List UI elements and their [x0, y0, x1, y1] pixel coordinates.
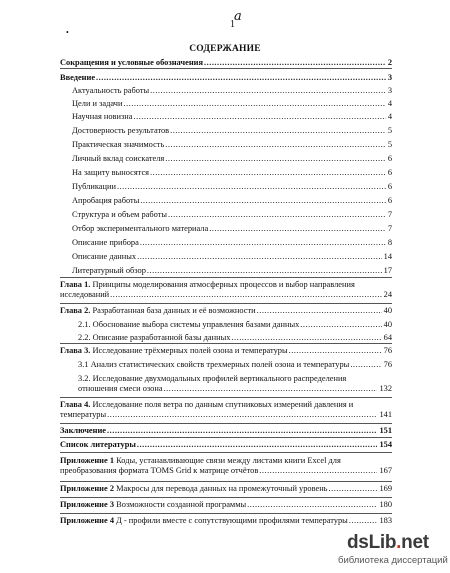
divider — [60, 481, 392, 482]
toc-entry-structure[interactable]: Структура и объем работы ..... 7 — [72, 210, 392, 220]
divider — [60, 423, 392, 424]
toc-entry-data-description[interactable]: Описание данных ..... 14 — [72, 252, 392, 262]
toc-entry-material-selection[interactable]: Отбор экспериментального материала ..... 7 — [72, 224, 392, 234]
toc-entry-section-3-1[interactable]: 3.1 Анализ статистических свойств трехмерных полей озона и температуры ..... 76 — [78, 360, 392, 370]
toc-entry-abbreviations[interactable]: Сокращения и условные обозначения ..... 2 — [60, 58, 392, 68]
divider — [60, 513, 392, 514]
toc-entry-appendix-1[interactable]: Приложение 1 Коды, устанавливающие связи между листами книги Excel для преобразования формата TOMS Grid к матрице отчётов ..... 167 — [60, 456, 392, 476]
toc-entry-practical-significance[interactable]: Практическая значимость ..... 5 — [72, 140, 392, 150]
divider — [60, 303, 392, 304]
toc-entry-approbation[interactable]: Апробация работы ..... 6 — [72, 196, 392, 206]
table-of-contents — [60, 0, 392, 573]
toc-entry-goals[interactable]: Цели и задачи ..... 4 — [72, 99, 392, 109]
toc-entry-introduction[interactable]: Введение ..... 3 — [60, 73, 392, 83]
watermark-tagline: библиотека диссертаций — [338, 555, 448, 566]
page-number-digit: 1 — [230, 19, 235, 30]
divider — [60, 437, 392, 438]
stray-dot: • — [66, 28, 69, 37]
toc-entry-appendix-2[interactable]: Приложение 2 Макросы для перевода данных на промежуточный уровень ..... 169 — [60, 484, 392, 494]
toc-entry-chapter-1[interactable]: Глава 1. Принципы моделирования атмосферных процессов и выбор направления исследований ..... 24 — [60, 280, 392, 300]
toc-entry-references[interactable]: Список литературы ..... 154 — [60, 440, 392, 450]
toc-entry-appendix-3[interactable]: Приложение 3 Возможности созданной программы ..... 180 — [60, 500, 392, 510]
toc-entry-literature-review[interactable]: Литературный обзор ..... 17 — [72, 266, 392, 276]
toc-title: СОДЕРЖАНИЕ — [189, 44, 261, 54]
toc-entry-section-3-2[interactable]: 3.2. Исследование двухмодальных профилей вертикального распределения отношения смеси озона ..... 132 — [78, 374, 392, 394]
toc-entry-relevance[interactable]: Актуальность работы ..... 3 — [72, 86, 392, 96]
toc-entry-chapter-2[interactable]: Глава 2. Разработанная база данных и её возможности ..... 40 — [60, 306, 392, 316]
toc-entry-chapter-3[interactable]: Глава 3. Исследование трёхмерных полей озона и температуры ..... 76 — [60, 346, 392, 356]
divider — [60, 68, 392, 69]
toc-entry-publications[interactable]: Публикации ..... 6 — [72, 182, 392, 192]
toc-entry-reliability[interactable]: Достоверность результатов ..... 5 — [72, 126, 392, 136]
toc-entry-novelty[interactable]: Научная новизна ..... 4 — [72, 112, 392, 122]
watermark-brand: dsLib.net — [347, 532, 429, 553]
toc-entry-conclusion[interactable]: Заключение ..... 151 — [60, 426, 392, 436]
handwritten-mark: a — [234, 9, 242, 24]
divider — [60, 497, 392, 498]
toc-entry-section-2-2[interactable]: 2.2. Описание разработанной базы данных ..... 64 — [78, 333, 392, 343]
toc-entry-device-description[interactable]: Описание прибора ..... 8 — [72, 238, 392, 248]
toc-entry-chapter-4[interactable]: Глава 4. Исследование поля ветра по данным спутниковых измерений давления и температуры ..... 141 — [60, 400, 392, 420]
toc-entry-personal-contribution[interactable]: Личный вклад соискателя ..... 6 — [72, 154, 392, 164]
divider — [60, 397, 392, 398]
watermark-logo — [338, 532, 448, 568]
divider — [60, 452, 392, 453]
divider — [60, 277, 392, 278]
toc-entry-defense-points[interactable]: На защиту выносятся ..... 6 — [72, 168, 392, 178]
divider — [60, 343, 392, 344]
toc-entry-section-2-1[interactable]: 2.1. Обоснование выбора системы управления базами данных ..... 40 — [78, 320, 392, 330]
toc-entry-appendix-4[interactable]: Приложение 4 Д - профили вместе с сопутствующими профилями температуры ..... 183 — [60, 516, 392, 526]
